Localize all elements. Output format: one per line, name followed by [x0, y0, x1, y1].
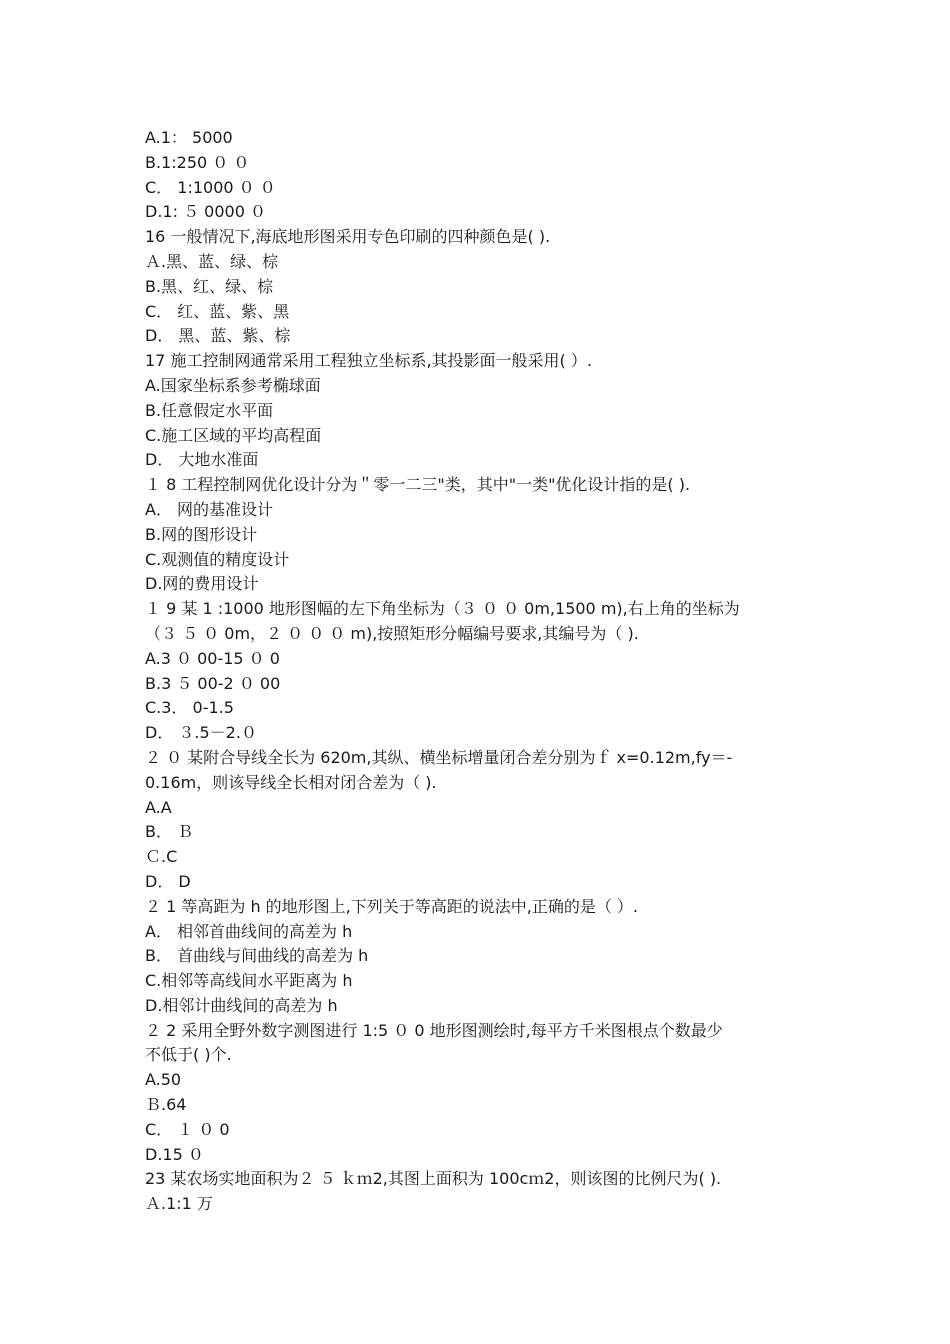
q18-option-a: A． 网的基准设计	[145, 499, 274, 519]
q16-option-a: Ａ.黑、蓝、绿、棕	[145, 251, 279, 271]
q18-option-d: D.网的费用设计	[145, 574, 259, 594]
q18-question: １ 8 工程控制网优化设计分为＂零一二三"类，其中"一类"优化设计指的是( ).	[145, 475, 691, 495]
q17-option-b: B.任意假定水平面	[145, 400, 274, 420]
q15-option-c: C． 1:1000 ０ ０	[145, 177, 276, 197]
q17-option-c: C.施工区域的平均高程面	[145, 425, 322, 445]
q20-question-line2: 0.16m，则该导线全长相对闭合差为（ ).	[145, 772, 437, 792]
q20-option-c: Ｃ.C	[145, 847, 178, 867]
q21-question: ２ 1 等高距为 h 的地形图上,下列关于等高距的说法中,正确的是（ ）.	[145, 896, 639, 916]
q15-option-d: D.1: ５ 0000 ０	[145, 202, 266, 222]
q22-option-d: D.15 ０	[145, 1144, 204, 1164]
q15-option-a: A.1： 5000	[145, 128, 233, 147]
q15-option-b: B.1:250 ０ ０	[145, 152, 250, 172]
q20-option-a: A.A	[145, 797, 172, 817]
q17-option-a: A.国家坐标系参考椭球面	[145, 375, 321, 395]
document-page	[145, 126, 825, 1217]
q22-option-a: A.50	[145, 1070, 182, 1090]
q18-option-c: C.观测值的精度设计	[145, 549, 290, 569]
q17-option-d: D． 大地水准面	[145, 450, 259, 470]
q16-question: 16 一般情况下,海底地形图采用专色印刷的四种颜色是( ).	[145, 227, 551, 247]
q16-option-b: B.黑、红、绿、棕	[145, 276, 274, 296]
q20-option-b: B． Ｂ	[145, 822, 194, 842]
q21-option-a: A． 相邻首曲线间的高差为 h	[145, 921, 353, 941]
q23-question: 23 某农场实地面积为２ ５ ｋｍ2,其图上面积为 100cｍ2，则该图的比例尺为( ).	[145, 1169, 722, 1189]
q22-option-c: C． １ ０ 0	[145, 1119, 230, 1139]
q23-option-a: Ａ.1:1 万	[145, 1194, 213, 1214]
q19-option-c: C.3． 0-1.5	[145, 698, 234, 718]
q22-question-line2: 不低于( )个.	[145, 1045, 232, 1065]
q19-option-b: B.3 ５ 00-2 ０ 00	[145, 673, 281, 693]
q16-option-c: C． 红、蓝、紫、黑	[145, 301, 290, 321]
q19-option-d: D． ３.5－2.０	[145, 723, 257, 743]
q20-option-d: D． D	[145, 871, 191, 891]
q17-question: 17 施工控制网通常采用工程独立坐标系,其投影面一般采用( ）.	[145, 351, 592, 371]
q21-option-d: D.相邻计曲线间的高差为 h	[145, 995, 338, 1015]
q22-question-line1: ２ 2 采用全野外数字测图进行 1:5 ０ 0 地形图测绘时,每平方千米图根点个数最少	[145, 1020, 723, 1040]
q16-option-d: D． 黑、蓝、紫、棕	[145, 326, 291, 346]
q21-option-c: C.相邻等高线间水平距离为 h	[145, 971, 353, 991]
q19-option-a: A.3 ０ 00-15 ０ 0	[145, 648, 280, 668]
q21-option-b: B． 首曲线与间曲线的高差为 h	[145, 946, 369, 966]
q19-question-line2: （３ ５ ０ 0m，２ ０ ０ ０ m),按照矩形分幅编号要求,其编号为（ ).	[145, 623, 639, 643]
q22-option-b: Ｂ.64	[145, 1095, 187, 1115]
q20-question-line1: ２ ０ 某附合导线全长为 620m,其纵、横坐标增量闭合差分别为ｆ x=0.12m,fy＝-	[145, 747, 733, 767]
q19-question-line1: １ 9 某 1 :1000 地形图幅的左下角坐标为（３ ０ ０ 0m,1500 m),右上角的坐标为	[145, 599, 740, 619]
q18-option-b: B.网的图形设计	[145, 524, 258, 544]
